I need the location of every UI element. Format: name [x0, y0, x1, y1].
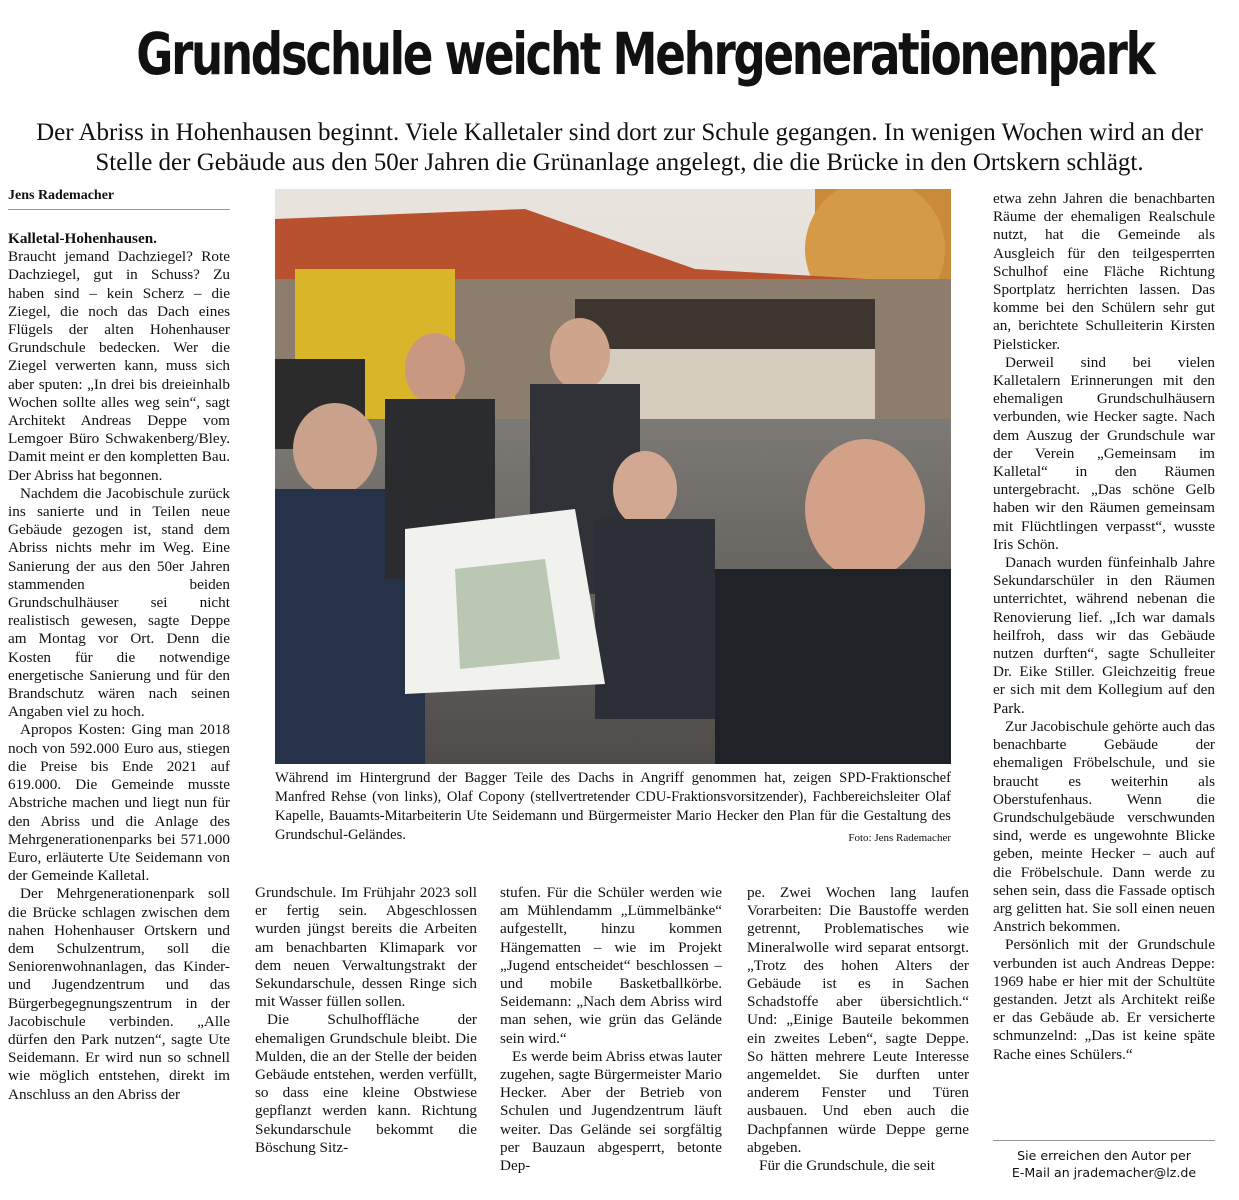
article-column-4: [747, 884, 969, 1175]
photo-credit: Foto: Jens Rademacher: [848, 832, 951, 844]
article-column-1: [8, 230, 230, 1104]
paragraph: pe. Zwei Wochen lang laufen Vorarbeiten: Die Baustoffe werden getrennt, Problematisches wie Mineralwolle wird separat entsorgt. „Trotz des hohen Alters der Gebäude ist es in Sachen Schadstoffe aber übersichtlich.“ Und: „Einige Bauteile bekommen ein zweites Leben“, sagte Deppe. So hätten mehrere Leute Interesse angemeldet. Sie durften unter anderem Fenster und Türen ausbauen. Und eben auch die Dachpfannen würde Deppe gerne abgeben.: [747, 884, 969, 1156]
caption-text: Während im Hintergrund der Bagger Teile des Dachs in Angriff genommen hat, zeigen SPD-Fraktionschef Manfred Rehse (von links), Olaf Copony (stellvertretender CDU-Fraktionsvorsitzender), Fachbereichsleiter Olaf Kapelle, Bauamts-Mitarbeiterin Ute Seidemann und Bürgermeister Mario Hecker den Plan für die Gestaltung des Grundschul-Geländes.: [275, 770, 951, 843]
paragraph: etwa zehn Jahren die benachbarten Räume der ehemaligen Realschule nutzt, hat die Gemeinde als Ausgleich für den teilgesperrten Schulhof eine Fläche Richtung Sportplatz herrichten lassen. Das komme bei den Schülern sehr gut an, berichtete Schulleiterin Kirsten Pielsticker.: [993, 190, 1215, 353]
article-column-3: [500, 884, 722, 1175]
paragraph: Grundschule. Im Frühjahr 2023 soll er fertig sein. Abgeschlossen wurden jüngst bereits die Arbeiten am benachbarten Klimapark vor dem neuen Verwaltungstrakt der Sekundarschule, dessen Ringe sich mit Wasser füllen sollen.: [255, 884, 477, 1011]
paragraph: Persönlich mit der Grundschule verbunden ist auch Andreas Deppe: 1969 habe er hier mit der Schultüte gestanden. Jetzt als Architekt reiße er das Gebäude ab. Er versicherte schmunzelnd: „Das ist keine späte Rache eines Schülers.“: [993, 936, 1215, 1063]
article-photo: [275, 189, 951, 764]
paragraph: [8, 230, 230, 485]
subheadline: Der Abriss in Hohenhausen beginnt. Viele Kalletaler sind dort zur Schule gegangen. In wenigen Wochen wird an der Stelle der Gebäude aus den 50er Jahren die Grünanlage angelegt, die die Brücke in den Ortskern schlägt.: [36, 119, 1203, 176]
paragraph: Nachdem die Jacobischule zurück ins sanierte und in Teilen neue Gebäude gezogen ist, stand dem Abriss nichts mehr im Weg. Eine Sanierung der aus den 50er Jahren stammenden beiden Grundschulhäuser sei nicht realistisch gewesen, sagte Deppe am Montag vor Ort. Denn die Kosten für die notwendige energetische Sanierung und für den Brandschutz wären nach seinen Angaben viel zu hoch.: [8, 484, 230, 721]
paragraph: Derweil sind bei vielen Kalletalern Erinnerungen mit den ehemaligen Grundschulhäusern verbunden, wie Hecker sagte. Nach dem Auszug der Grundschule war der Verein „Gemeinsam im Kalletal“ in den Räumen untergebracht. „Das schöne Gelb haben wir den Räumen gemeinsam mit Flüchtlingen verpasst“, wusste Iris Schön.: [993, 353, 1215, 553]
dateline: Kalletal-Hohenhausen.: [8, 230, 157, 247]
paragraph: Der Mehrgenerationenpark soll die Brücke schlagen zwischen dem nahen Hohenhauser Ortskern und dem Schulzentrum, soll die Seniorenwohnanlagen, das Kinder- und Jugendzentrum und das Bürgerbegegnungszentrum in der Jacobischule verbinden. „Alle dürfen den Park nutzen“, sagte Ute Seidemann. Er wird nun so schnell wie möglich entstehen, direkt im Anschluss an den Abriss der: [8, 885, 230, 1103]
headline: Grundschule weicht Mehrgenerationenpark: [136, 20, 1154, 88]
photo-caption: [275, 769, 951, 848]
photo-illustration: [275, 189, 951, 764]
contact-email[interactable]: E-Mail an jrademacher@lz.de: [1011, 1165, 1197, 1180]
article-column-2: [255, 884, 477, 1157]
paragraph: Die Schulhoffläche der ehemaligen Grundschule bleibt. Die Mulden, die an der Stelle der beiden Gebäude entstehen, werden verfüllt, so dass eine kleine Obstwiese gepflanzt werden kann. Richtung Sekundarschule bekommt die Böschung Sitz-: [255, 1011, 477, 1156]
paragraph: Für die Grundschule, die seit: [759, 1157, 935, 1175]
paragraph: Danach wurden fünfeinhalb Jahre Sekundarschüler in den Räumen unterrichtet, während nebenan die Renovierung lief. „Ich war damals heilfroh, dass wir das Gebäude nutzen durften“, sagte Schulleiter Dr. Eike Stiller. Gleichzeitig freue er sich mit dem Kollegium auf den Park.: [993, 554, 1215, 717]
paragraph: Apropos Kosten: Ging man 2018 noch von 592.000 Euro aus, stiegen die Preise bis Ende 2021 auf 619.000. Die Gemeinde musste Abstriche machen und liegt nun für den Abriss und die Anlage des Mehrgenerationenparks bei 571.000 Euro, erläuterte Ute Seidemann von der Gemeinde Kalletal.: [8, 721, 230, 885]
paragraph-text: Braucht jemand Dachziegel? Rote Dachziegel, gut in Schuss? Zu haben sind – kein Scherz – die Ziegel, die noch das Dach eines Flügels der alten Hohenhauser Grundschule bedecken. Wer die Ziegel verwerten kann, muss sich aber sputen: „In drei bis dreieinhalb Wochen sollte alles weg sein“, sagt Architekt Andreas Deppe vom Lemgoer Büro Schwakenberg/Bley. Damit meint er den kompletten Bau. Der Abriss hat begonnen.: [8, 248, 230, 484]
paragraph: Zur Jacobischule gehörte auch das benachbarte Gebäude der ehemaligen Fröbelschule, und sie braucht es weiterhin als Oberstufenhaus. Wenn die Grundschulgebäude verschwunden sind, werde es ungewohnte Blicke geben, meinte Hecker – auch auf die Fröbelschule. Dann werde zu sehen sein, dass die Fassade optisch arg gelitten hat. Sie soll einen neuen Anstrich bekommen.: [993, 717, 1215, 936]
author-contact: [993, 1140, 1215, 1181]
article-column-5: [993, 190, 1215, 1064]
byline: Jens Rademacher: [8, 188, 230, 210]
paragraph: Es werde beim Abriss etwas lauter zugehen, sagte Bürgermeister Mario Hecker. Aber der Betrieb von Schulen und Jugendzentrum läuft weiter. Das Gelände sei sorgfältig per Bauzaun abgesperrt, betonte Dep-: [500, 1047, 722, 1175]
paragraph: stufen. Für die Schüler werden wie am Mühlendamm „Lümmelbänke“ aufgestellt, hinzu kommen Hängematten – wie im Projekt „Jugend entscheidet“ beschlossen – und mobile Basketballkörbe. Seidemann: „Nach dem Abriss wird man sehen, wie grün das Gelände sein wird.“: [500, 884, 722, 1047]
contact-line: Sie erreichen den Autor per: [1017, 1148, 1191, 1163]
